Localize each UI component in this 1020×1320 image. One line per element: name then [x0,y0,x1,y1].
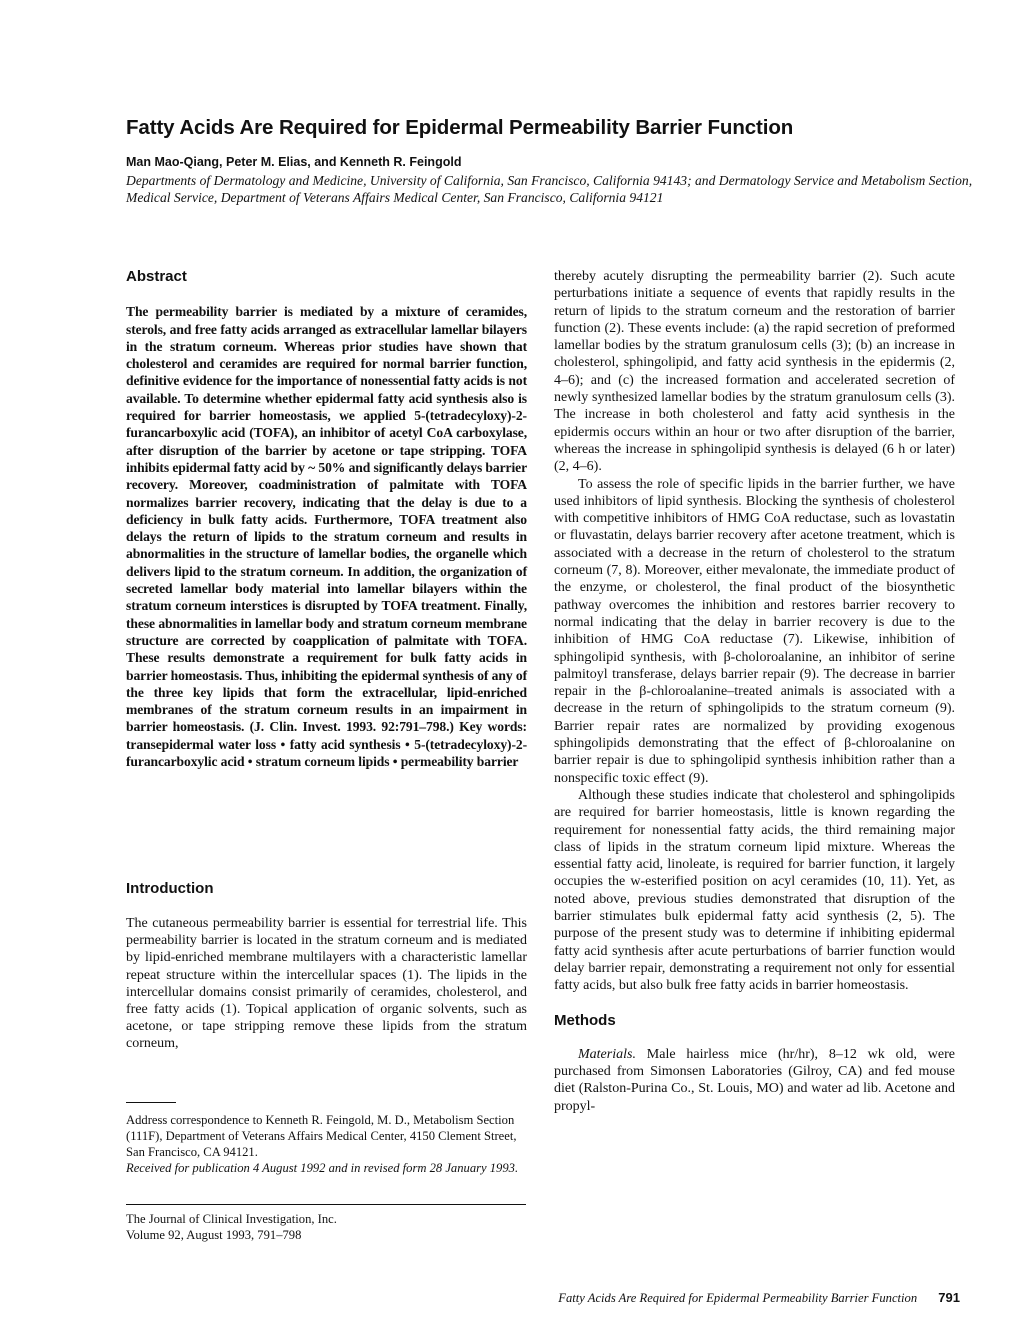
right-column [554,268,955,1115]
journal-volume: Volume 92, August 1993, 791–798 [126,1228,302,1242]
materials-paragraph [554,1046,955,1115]
methods-heading: Methods [554,1012,616,1030]
page-number: 791 [938,1290,960,1305]
body-paragraph-2: To assess the role of specific lipids in the barrier further, we have used inhibitors of lipid synthesis. Blocking the synthesis of cholesterol with competitive inhibitors of HMG CoA reductase, such as lovastatin or fluvastatin, delays barrier recovery after acetone treatment, which is associated with a decrease in the return of cholesterol to the stratum corneum (7, 8). Moreover, either mevalonate, the immediate product of the enzyme, or cholesterol, the final product of the biosynthetic pathway overcomes the inhibition and restores barrier recovery to normal indicating that the delay in barrier recovery is due to the inhibition of HMG CoA reductase (7). Likewise, inhibition of sphingolipid synthesis, with β-choloroalanine, an inhibitor of serine palmitoyl transferase, delays barrier repair (9). The decrease in barrier repair in the β-chloroalanine–treated animals is associated with a decrease in the return of sphingolipids to the stratum corneum (9). Barrier repair rates are normalized by providing exogenous sphingolipids demonstrating that the effect of β-chloroalanine on barrier repair is due to sphingolipid synthesis inhibition rather than a nonspecific toxic effect (9). [554,476,955,786]
journal-name: The Journal of Clinical Investigation, Inc. [126,1212,337,1226]
abstract-citation: (J. Clin. Invest. 1993. 92:791–798.) [249,719,454,735]
introduction-heading: Introduction [126,880,214,897]
affiliation: Departments of Dermatology and Medicine, University of California, San Francisco, California 94143; and Dermatology Service and Metabolism Section, Medical Service, Department of Veterans Affairs Medical Center, San Francisco, California 94121 [126,173,973,205]
received-date: Received for publication 4 August 1992 and in revised form 28 January 1993. [126,1161,519,1175]
abstract-keywords: Key words: transepidermal water loss • fatty acid synthesis • 5-(tetradecyloxy)-2-furancarboxylic acid • stratum corneum lipids • permeability barrier [126,719,527,770]
body-paragraph-3: Although these studies indicate that cholesterol and sphingolipids are required for barrier homeostasis, little is known regarding the requirement for nonessential fatty acids, the third remaining major class of lipids in the stratum corneum lipid mixture. Whereas the essential fatty acid, linoleate, is required for barrier function, it largely occupies the w-esterified position on acyl ceramides (10, 11). Yet, as noted above, previous studies demonstrated that disruption of the barrier stimulates bulk epidermal fatty acid synthesis (2, 5). The purpose of the present study was to determine if inhibiting epidermal fatty acid synthesis after acute perturbations of barrier function would delay barrier repair, demonstrating a requirement not only for essential fatty acids, but also bulk free fatty acids in barrier homeostasis. [554,787,955,994]
abstract-heading: Abstract [126,268,187,285]
article-title: Fatty Acids Are Required for Epidermal Permeability Barrier Function [126,116,794,139]
running-footer [500,1290,960,1306]
left-column [126,268,527,770]
author-list: Man Mao-Qiang, Peter M. Elias, and Kenneth R. Feingold [126,155,462,169]
footnote [126,1112,526,1176]
materials-text: Male hairless mice (hr/hr), 8–12 wk old, were purchased from Simonsen Laboratories (Gilroy, CA) and fed mouse diet (Ralston-Purina Co., St. Louis, MO) and water ad lib. Acetone and propyl- [554,1046,955,1114]
running-title: Fatty Acids Are Required for Epidermal Permeability Barrier Function [558,1291,918,1305]
abstract-body [126,303,527,770]
introduction-section [126,880,527,1053]
abstract-text: The permeability barrier is mediated by a mixture of ceramides, sterols, and free fatty acids arranged as extracellular lamellar bilayers in the stratum corneum. Whereas prior studies have shown that cholesterol and ceramides are required for normal barrier function, definitive evidence for the importance of nonessential fatty acids is not available. To determine whether epidermal fatty acid synthesis also is required for barrier homeostasis, we applied 5-(tetradecyloxy)-2-furancarboxylic acid (TOFA), an inhibitor of acetyl CoA carboxylase, after disruption of the barrier by acetone or tape stripping. TOFA inhibits epidermal fatty acid by ~ 50% and significantly delays barrier recovery. Moreover, coadministration of palmitate with TOFA normalizes barrier recovery, indicating that the delay is due to a deficiency in bulk fatty acids. Furthermore, TOFA treatment also delays the return of lipids to the stratum corneum and results in abnormalities in the structure of lamellar bodies, the organelle which delivers lipid to the stratum corneum. In addition, the organization of secreted lamellar body material into lamellar bilayers within the stratum corneum interstices is disrupted by TOFA treatment. Finally, these abnormalities in lamellar body and stratum corneum membrane structure are corrected by coapplication of palmitate with TOFA. These results demonstrate a requirement for bulk fatty acids in barrier homeostasis. Thus, inhibiting the epidermal synthesis of any of the three key lipids that form the extracellular, lipid-enriched membranes of the stratum corneum results in an impairment in barrier homeostasis. [126,304,527,735]
journal-info [126,1204,526,1243]
body-paragraph-1: thereby acutely disrupting the permeability barrier (2). Such acute perturbations initiate a sequence of events that rapidly results in the return of lipids to the stratum corneum and the restoration of barrier function (2). These events include: (a) the rapid secretion of preformed lamellar bodies by the stratum granulosum cells (3); (b) an increase in cholesterol, sphingolipid, and fatty acid synthesis in the epidermis (2, 4–6); and (c) the increased formation and accelerated secretion of newly synthesized lamellar bodies by the stratum granulosum cells (3). The increase in both cholesterol and fatty acid synthesis in the epidermis occurs within an hour or two after disruption of the barrier, whereas the increase in sphingolipid synthesis is delayed (6 h or later) (2, 4–6). [554,269,955,475]
materials-label: Materials. [578,1046,636,1062]
correspondence-address: Address correspondence to Kenneth R. Feingold, M. D., Metabolism Section (111F), Department of Veterans Affairs Medical Center, 4150 Clement Street, San Francisco, CA 94121. [126,1113,517,1159]
footnote-divider [126,1102,176,1103]
introduction-text: The cutaneous permeability barrier is essential for terrestrial life. This permeability barrier is located in the stratum corneum and is mediated by lipid-enriched membrane multilayers with a characteristic lamellar repeat structure within the intercellular spaces (1). The lipids in the intercellular domains consist primarily of ceramides, cholesterol, and free fatty acids (1). Topical application of organic solvents, such as acetone, or tape stripping remove these lipids from the stratum corneum, [126,916,527,1052]
